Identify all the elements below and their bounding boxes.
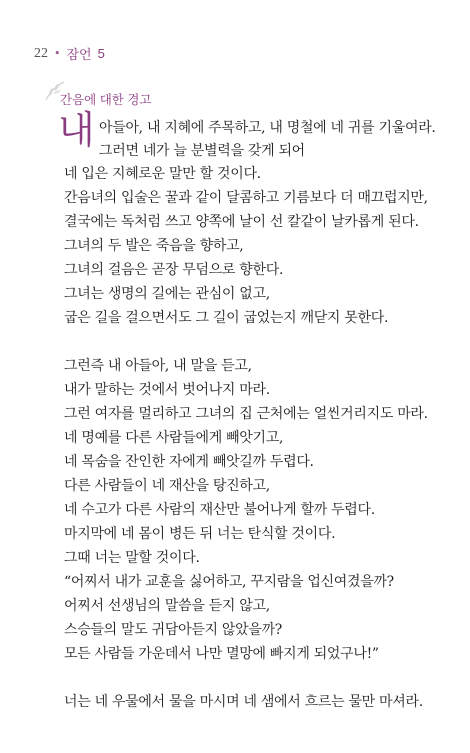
running-header bbox=[34, 44, 105, 63]
header-separator: • bbox=[54, 47, 61, 60]
verse-line: 그런즉 내 아들아, 내 말을 듣고, bbox=[64, 358, 252, 374]
verse-line: 스승들의 말도 귀담아듣지 않았을까? bbox=[64, 622, 283, 638]
verse-line: 그녀는 생명의 길에는 관심이 없고, bbox=[64, 286, 270, 302]
verse-line: 네 수고가 다른 사람의 재산만 불어나게 할까 두렵다. bbox=[64, 502, 375, 518]
chapter-label: 잠언 bbox=[66, 47, 92, 62]
verse-line: 아들아, 내 지혜에 주목하고, 내 명철에 네 귀를 기울여라. bbox=[99, 120, 436, 136]
verse-line: 어찌서 선생님의 말씀을 듣지 않고, bbox=[64, 598, 270, 614]
chapter-number: 5 bbox=[97, 46, 105, 61]
verse-line: 그녀의 걸음은 곧장 무덤으로 향한다. bbox=[64, 262, 284, 278]
verse-line: 그러면 네가 늘 분별력을 갖게 되어 bbox=[99, 143, 305, 159]
verse-line: 굽은 길을 걸으면서도 그 길이 굽었는지 깨닫지 못한다. bbox=[64, 310, 389, 326]
verse-line: “어찌서 내가 교훈을 싫어하고, 꾸지람을 업신여겼을까? bbox=[64, 574, 394, 590]
section-title: 간음에 대한 경고 bbox=[60, 93, 152, 107]
verse-line: 네 입은 지혜로운 말만 할 것이다. bbox=[64, 166, 261, 182]
verse-line: 간음녀의 입술은 꿀과 같이 달콤하고 기름보다 더 매끄럽지만, bbox=[64, 190, 428, 206]
verse-line: 네 명예를 다른 사람들에게 빼앗기고, bbox=[64, 430, 284, 446]
page-number: 22 bbox=[34, 45, 48, 61]
drop-cap: 내 bbox=[58, 108, 95, 152]
verse-line: 결국에는 독처럼 쓰고 양쪽에 날이 선 칼같이 날카롭게 된다. bbox=[64, 214, 419, 230]
verse-line: 네 목숨을 잔인한 자에게 빼앗길까 두렵다. bbox=[64, 454, 314, 470]
verse-line: 너는 네 우물에서 물을 마시며 네 샘에서 흐르는 물만 마셔라. bbox=[64, 694, 423, 710]
verse-line: 마지막에 네 몸이 병든 뒤 너는 탄식할 것이다. bbox=[64, 526, 336, 542]
verse-line: 그녀의 두 발은 죽음을 향하고, bbox=[64, 238, 244, 254]
verse-line: 그때 너는 말할 것이다. bbox=[64, 550, 200, 566]
verse-line: 모든 사람들 가운데서 나만 멸망에 빠지게 되었구나!” bbox=[64, 646, 379, 662]
verse-line: 다른 사람들이 네 재산을 탕진하고, bbox=[64, 478, 270, 494]
verse-line: 내가 말하는 것에서 벗어나지 마라. bbox=[64, 382, 270, 398]
verse-line: 그런 여자를 멀리하고 그녀의 집 근처에는 얼씬거리지도 마라. bbox=[64, 406, 428, 422]
